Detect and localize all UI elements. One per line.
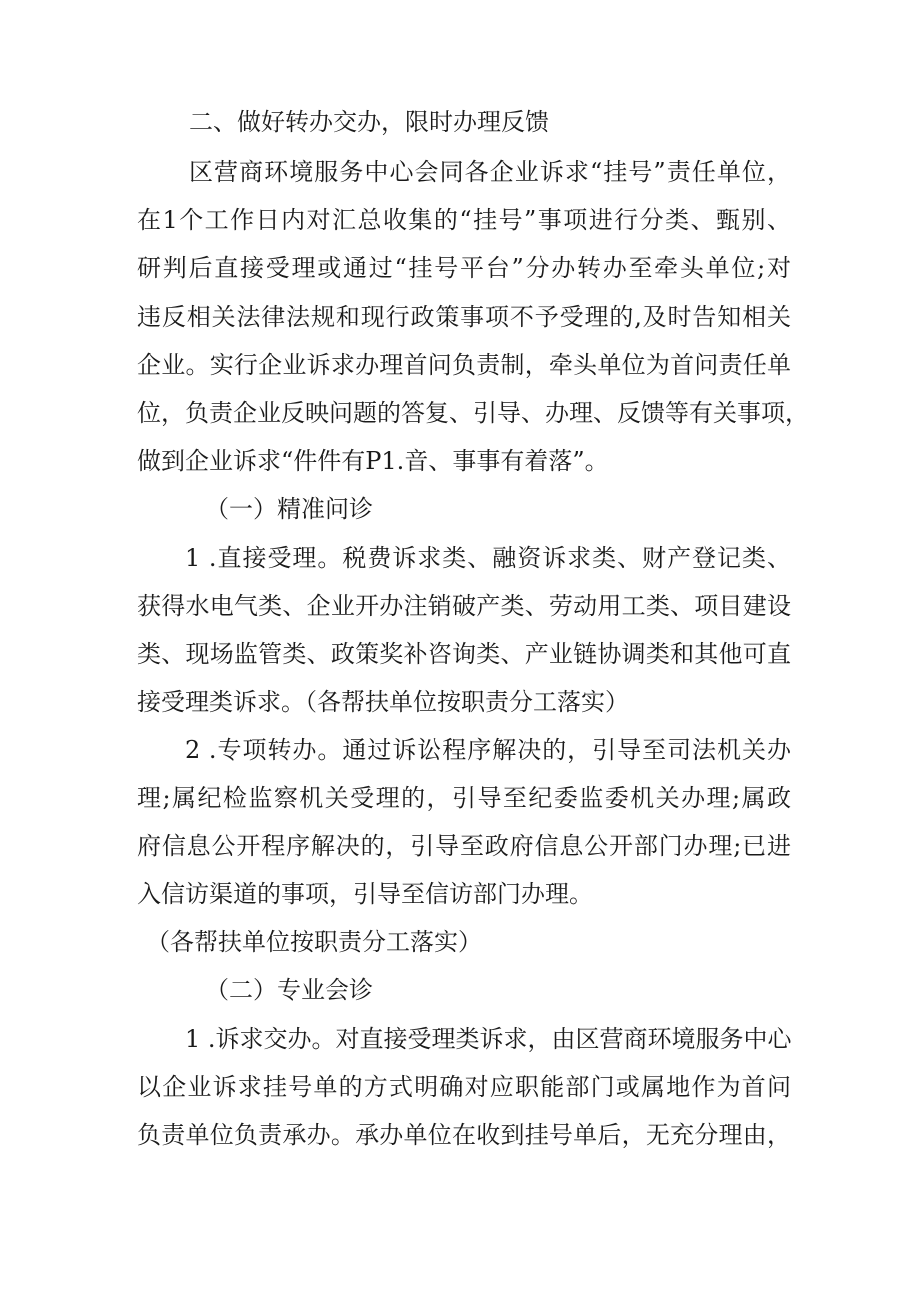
paragraph-line: 在1个工作日内对汇总收集的“挂号”事项进行分类、甄别、 bbox=[137, 206, 791, 234]
list-item-line: 负责单位负责承办。承办单位在收到挂号单后，无充分理由， bbox=[137, 1121, 791, 1149]
list-item-line: 理;属纪检监察机关受理的，引导至纪委监委机关办理;属政 bbox=[137, 784, 791, 812]
list-item-line: 入信访渠道的事项，引导至信访部门办理。 bbox=[137, 880, 593, 908]
paragraph-line: 区营商环境服务中心会同各企业诉求“挂号”责任单位， bbox=[189, 158, 791, 186]
list-item-line: 获得水电气类、企业开办注销破产类、劳动用工类、项目建设 bbox=[137, 592, 791, 620]
paragraph-line: 企业。实行企业诉求办理首问负责制，牵头单位为首问责任单 bbox=[137, 351, 791, 379]
paragraph-line: 违反相关法律法规和现行政策事项不予受理的,及时告知相关 bbox=[137, 303, 791, 331]
paragraph-line: 研判后直接受理或通过“挂号平台”分办转办至牵头单位;对 bbox=[137, 254, 791, 282]
list-item-line: 1 .诉求交办。对直接受理类诉求，由区营商环境服务中心 bbox=[185, 1025, 792, 1053]
section-heading: 二、做好转办交办，限时办理反馈 bbox=[189, 108, 549, 136]
note-line: （各帮扶单位按职责分工落实） bbox=[146, 928, 482, 956]
paragraph-line: 位，负责企业反映问题的答复、引导、办理、反馈等有关事项， bbox=[137, 399, 809, 427]
list-item-line: 2 .专项转办。通过诉讼程序解决的，引导至司法机关办 bbox=[185, 736, 791, 764]
paragraph-line: 做到企业诉求“件件有P1.音、事事有着落”。 bbox=[137, 447, 609, 475]
subsection-heading: （二）专业会诊 bbox=[205, 976, 373, 1004]
list-item-line: 接受理类诉求。（各帮扶单位按职责分工落实） bbox=[137, 688, 629, 716]
subsection-heading: （一）精准问诊 bbox=[205, 495, 373, 523]
list-item-line: 类、现场监管类、政策奖补咨询类、产业链协调类和其他可直 bbox=[137, 640, 791, 668]
list-item-line: 府信息公开程序解决的，引导至政府信息公开部门办理;已进 bbox=[137, 832, 791, 860]
list-item-line: 以企业诉求挂号单的方式明确对应职能部门或属地作为首问 bbox=[137, 1073, 791, 1101]
list-item-line: 1 .直接受理。税费诉求类、融资诉求类、财产登记类、 bbox=[185, 544, 791, 572]
